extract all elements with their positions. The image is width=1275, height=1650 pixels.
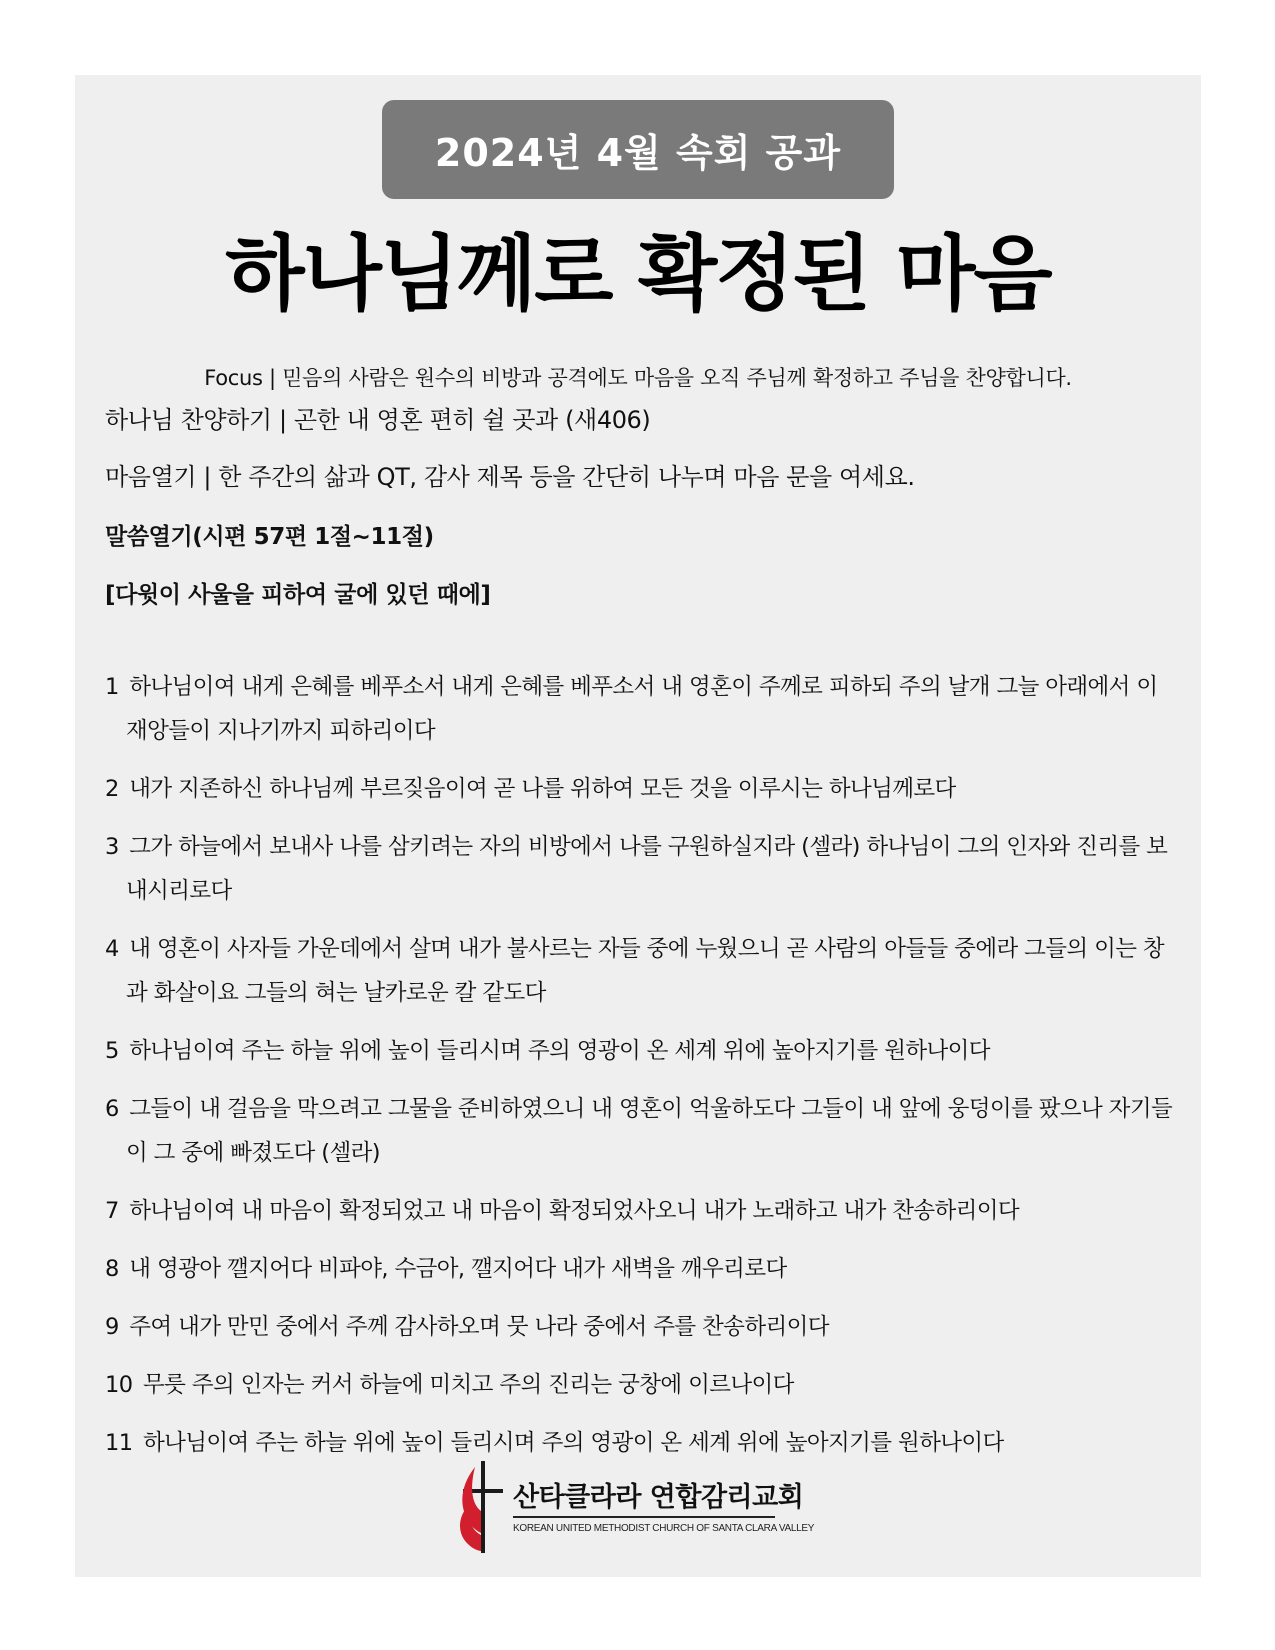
verse-text: 주여 내가 만민 중에서 주께 감사하오며 뭇 나라 중에서 주를 찬송하리이다 bbox=[129, 1314, 829, 1340]
verse-item bbox=[105, 1247, 1185, 1291]
verse-item bbox=[105, 767, 1185, 811]
praise-line: 하나님 찬양하기 | 곤한 내 영혼 편히 쉴 곳과 (새406) bbox=[105, 406, 651, 434]
verse-item bbox=[105, 665, 1185, 753]
verse-item bbox=[105, 1029, 1185, 1073]
verse-number: 2 bbox=[105, 776, 119, 802]
church-name-english: KOREAN UNITED METHODIST CHURCH OF SANTA CLARA VALLEY bbox=[513, 1523, 815, 1534]
verse-item bbox=[105, 1189, 1185, 1233]
verse-text: 하나님이여 내게 은혜를 베푸소서 내게 은혜를 베푸소서 내 영혼이 주께로 피하되 주의 날개 그늘 아래에서 이 재앙들이 지나기까지 피하리이다 bbox=[126, 674, 1158, 744]
verse-text: 내가 지존하신 하나님께 부르짖음이여 곧 나를 위하여 모든 것을 이루시는 하나님께로다 bbox=[129, 776, 956, 802]
verse-text: 무릇 주의 인자는 커서 하늘에 미치고 주의 진리는 궁창에 이르나이다 bbox=[143, 1372, 794, 1398]
verse-text: 하나님이여 내 마음이 확정되었고 내 마음이 확정되었사오니 내가 노래하고 내가 찬송하리이다 bbox=[129, 1198, 1020, 1224]
focus-statement: Focus | 믿음의 사람은 원수의 비방과 공격에도 마음을 오직 주님께 확정하고 주님을 찬양합니다. bbox=[204, 366, 1072, 390]
verse-text: 내 영광아 깰지어다 비파야, 수금아, 깰지어다 내가 새벽을 깨우리로다 bbox=[129, 1256, 787, 1282]
verse-number: 1 bbox=[105, 674, 119, 700]
verse-text: 하나님이여 주는 하늘 위에 높이 들리시며 주의 영광이 온 세계 위에 높아지기를 원하나이다 bbox=[143, 1430, 1004, 1456]
verse-item bbox=[105, 927, 1185, 1015]
scripture-context: [다윗이 사울을 피하여 굴에 있던 때에] bbox=[105, 582, 491, 608]
church-logo bbox=[455, 1461, 815, 1561]
verse-number: 10 bbox=[105, 1372, 133, 1398]
scripture-heading: 말씀열기(시편 57편 1절~11절) bbox=[105, 524, 434, 550]
open-heart-line: 마음열기 | 한 주간의 삶과 QT, 감사 제목 등을 간단히 나누며 마음 문을 여세요. bbox=[105, 463, 915, 491]
verse-text: 내 영혼이 사자들 가운데에서 살며 내가 불사르는 자들 중에 누웠으니 곧 사람의 아들들 중에라 그들의 이는 창과 화살이요 그들의 혀는 날카로운 칼 같도다 bbox=[126, 936, 1165, 1006]
church-name: 산타클라라 연합감리교회 bbox=[513, 1482, 804, 1513]
verse-number: 8 bbox=[105, 1256, 119, 1282]
lesson-sheet bbox=[75, 75, 1201, 1577]
verse-number: 3 bbox=[105, 834, 119, 860]
cross-and-flame-icon bbox=[455, 1461, 505, 1557]
verse-item bbox=[105, 1087, 1185, 1175]
verse-number: 5 bbox=[105, 1038, 119, 1064]
logo-divider bbox=[513, 1516, 775, 1518]
date-badge-label: 2024년 4월 속회 공과 bbox=[434, 131, 842, 175]
verse-number: 4 bbox=[105, 936, 119, 962]
verse-item bbox=[105, 1305, 1185, 1349]
page-title: 하나님께로 확정된 마음 bbox=[225, 227, 1051, 322]
verse-item bbox=[105, 1363, 1185, 1407]
verse-text: 그들이 내 걸음을 막으려고 그물을 준비하였으니 내 영혼이 억울하도다 그들이 내 앞에 웅덩이를 팠으나 자기들이 그 중에 빠졌도다 (셀라) bbox=[126, 1096, 1173, 1166]
verse-number: 6 bbox=[105, 1096, 119, 1122]
verse-number: 9 bbox=[105, 1314, 119, 1340]
verse-text: 그가 하늘에서 보내사 나를 삼키려는 자의 비방에서 나를 구원하실지라 (셀라) 하나님이 그의 인자와 진리를 보내시리로다 bbox=[126, 834, 1168, 904]
verse-text: 하나님이여 주는 하늘 위에 높이 들리시며 주의 영광이 온 세계 위에 높아지기를 원하나이다 bbox=[129, 1038, 990, 1064]
verse-number: 7 bbox=[105, 1198, 119, 1224]
date-badge bbox=[382, 100, 894, 199]
verse-list bbox=[105, 665, 1185, 1479]
verse-item bbox=[105, 1421, 1185, 1465]
verse-item bbox=[105, 825, 1185, 913]
verse-number: 11 bbox=[105, 1430, 133, 1456]
